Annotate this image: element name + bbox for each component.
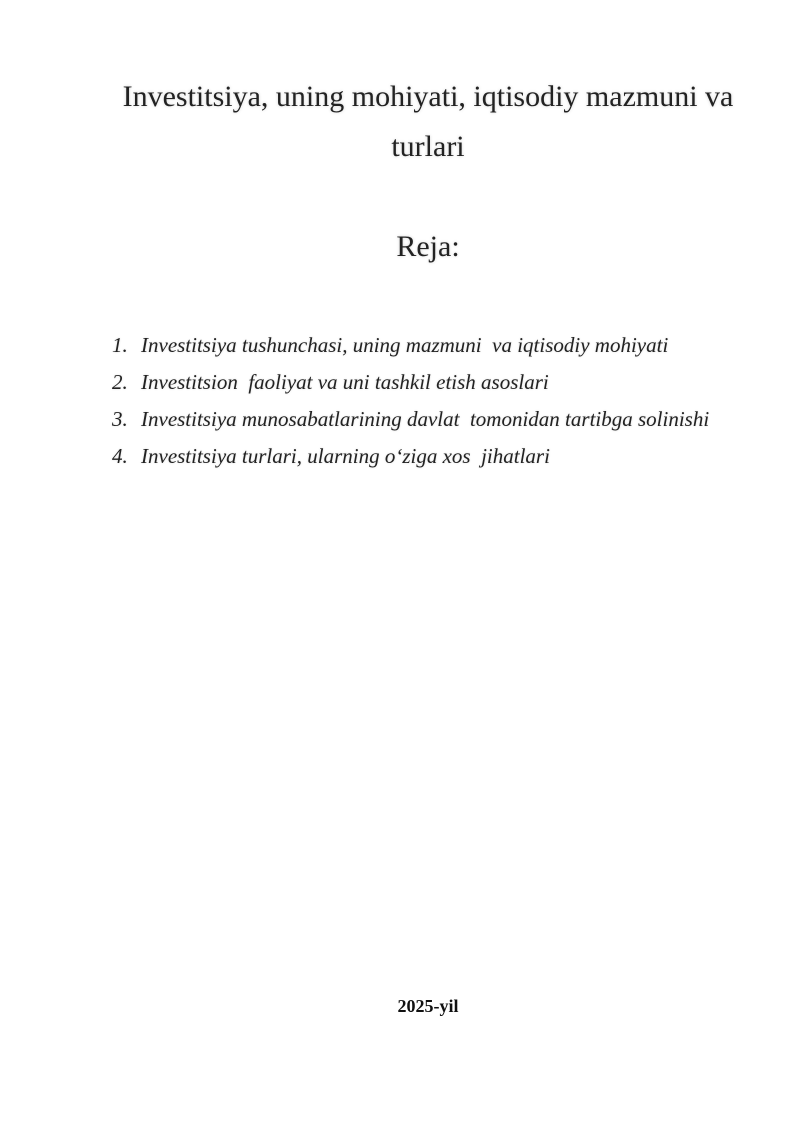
plan-heading: Reja: bbox=[396, 230, 460, 263]
plan-item-text: Investitsiya munosabatlarining davlat tomonidan tartibga solinishi bbox=[141, 407, 710, 431]
plan-item-number: 2. bbox=[112, 370, 128, 394]
document-year: 2025-yil bbox=[397, 996, 459, 1016]
plan-item-number: 1. bbox=[112, 333, 128, 357]
plan-list bbox=[112, 330, 772, 478]
plan-item bbox=[112, 404, 772, 441]
plan-item bbox=[112, 367, 772, 404]
document-title: Investitsiya, uning mohiyati, iqtisodiy mazmuni va turlari bbox=[122, 80, 734, 163]
plan-item-number: 3. bbox=[112, 407, 128, 431]
plan-item bbox=[112, 330, 772, 367]
plan-item-text: Investitsiya turlari, ularning o‘ziga xos jihatlari bbox=[141, 444, 550, 468]
plan-item bbox=[112, 441, 772, 478]
plan-item-text: Investitsiya tushunchasi, uning mazmuni va iqtisodiy mohiyati bbox=[141, 333, 669, 357]
plan-item-text: Investitsion faoliyat va uni tashkil etish asoslari bbox=[141, 370, 549, 394]
plan-item-number: 4. bbox=[112, 444, 128, 468]
